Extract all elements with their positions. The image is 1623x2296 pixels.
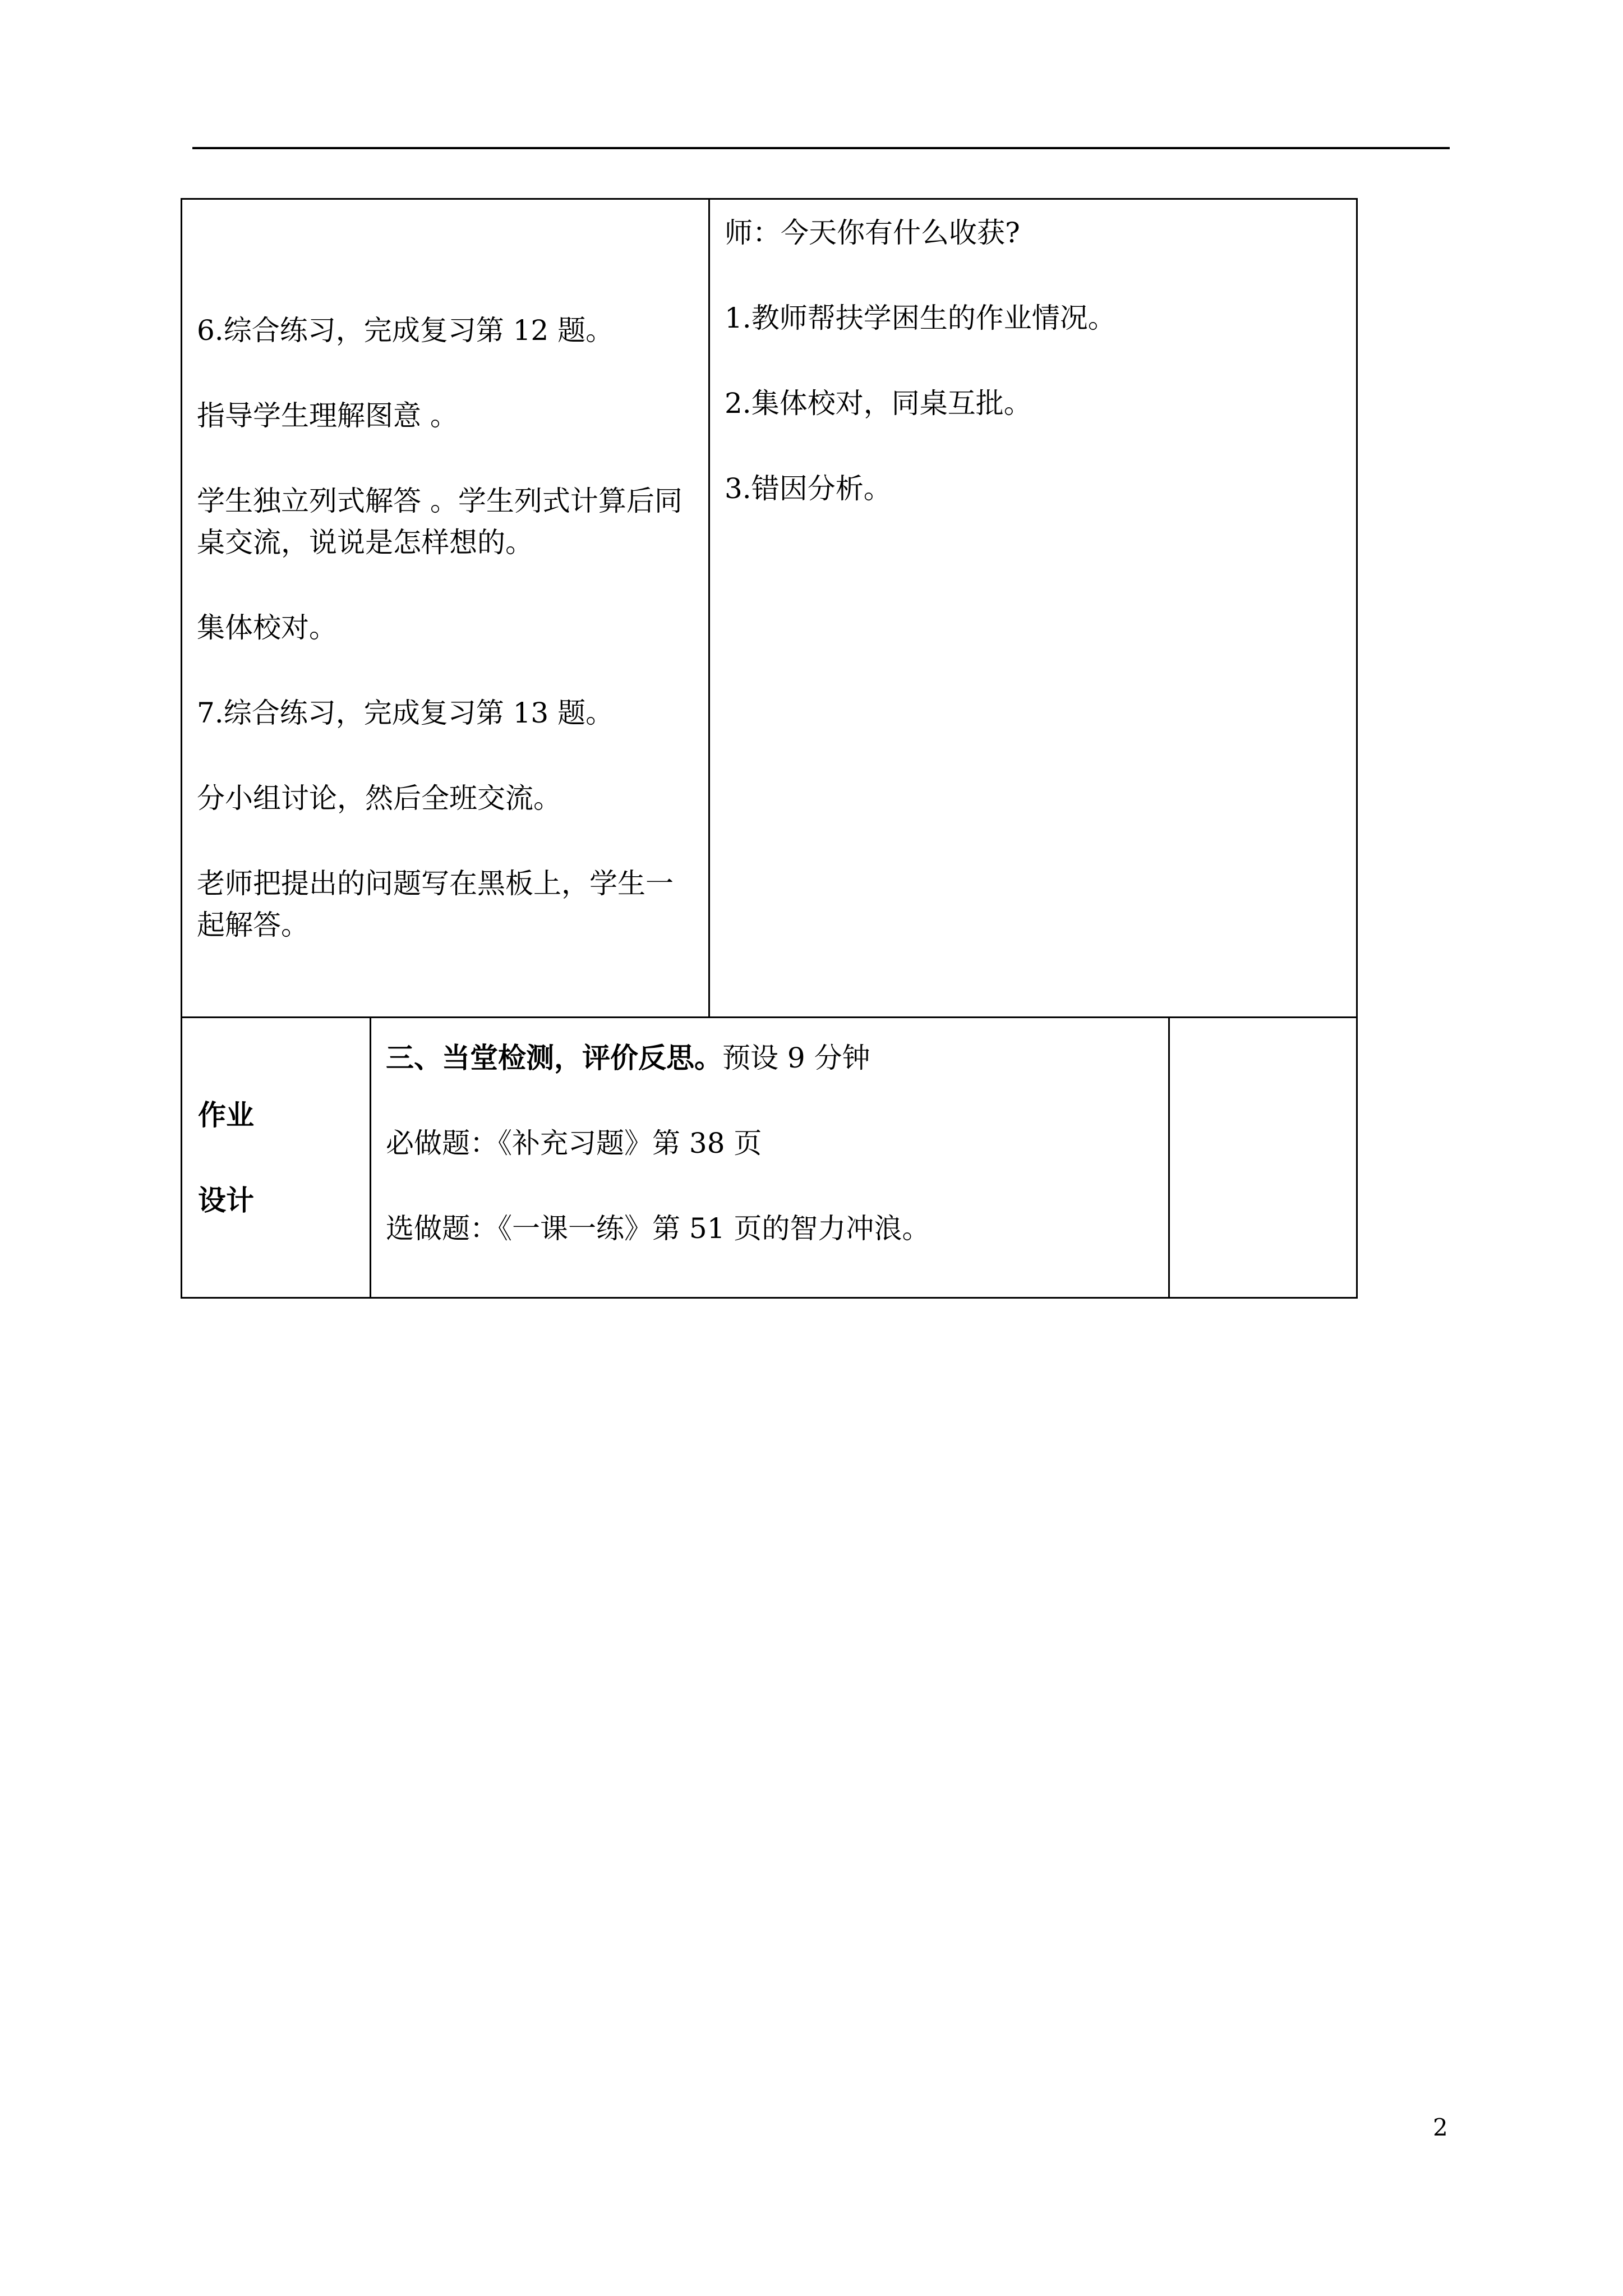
- page-number: 2: [1433, 2114, 1448, 2141]
- step-item: 老师把提出的问题写在黑板上，学生一: [197, 867, 674, 900]
- homework-heading: [386, 1037, 1168, 1079]
- homework-label: 设计: [198, 1184, 254, 1217]
- homework-heading-bold: 三、当堂检测，评价反思。: [386, 1041, 722, 1074]
- activity-row: [182, 199, 1357, 1018]
- step-item: 桌交流，说说是怎样想的。: [197, 526, 533, 559]
- homework-heading-time: 预设 9 分钟: [722, 1042, 870, 1074]
- note-item: 师：今天你有什么收获?: [725, 217, 1020, 249]
- homework-optional: 选做题：《一课一练》第 51 页的智力冲浪。: [386, 1212, 930, 1245]
- teacher-notes-cell: [709, 199, 1357, 1018]
- step-item: 指导学生理解图意 。: [197, 399, 458, 432]
- homework-label-cell: [182, 1018, 371, 1298]
- homework-required: 必做题：《补充习题》第 38 页: [386, 1127, 762, 1159]
- homework-empty-cell: [1169, 1018, 1357, 1298]
- note-item: 3.错因分析。: [725, 472, 892, 505]
- step-item: 起解答。: [197, 909, 309, 941]
- homework-label: 作业: [198, 1098, 254, 1131]
- step-item: 集体校对。: [197, 611, 337, 644]
- note-item: 1.教师帮扶学困生的作业情况。: [725, 302, 1116, 334]
- homework-content-cell: [371, 1018, 1169, 1298]
- header-rule: [192, 147, 1450, 149]
- step-item: 学生独立列式解答 。学生列式计算后同: [197, 485, 683, 517]
- teaching-steps-cell: [182, 199, 709, 1018]
- lesson-plan-table: [181, 198, 1358, 1299]
- homework-row: [182, 1018, 1357, 1298]
- step-item: 7.综合练习，完成复习第 13 题。: [197, 697, 614, 729]
- note-item: 2.集体校对，同桌互批。: [725, 387, 1032, 420]
- step-item: 6.综合练习，完成复习第 12 题。: [197, 314, 614, 347]
- step-item: 分小组讨论，然后全班交流。: [197, 782, 561, 815]
